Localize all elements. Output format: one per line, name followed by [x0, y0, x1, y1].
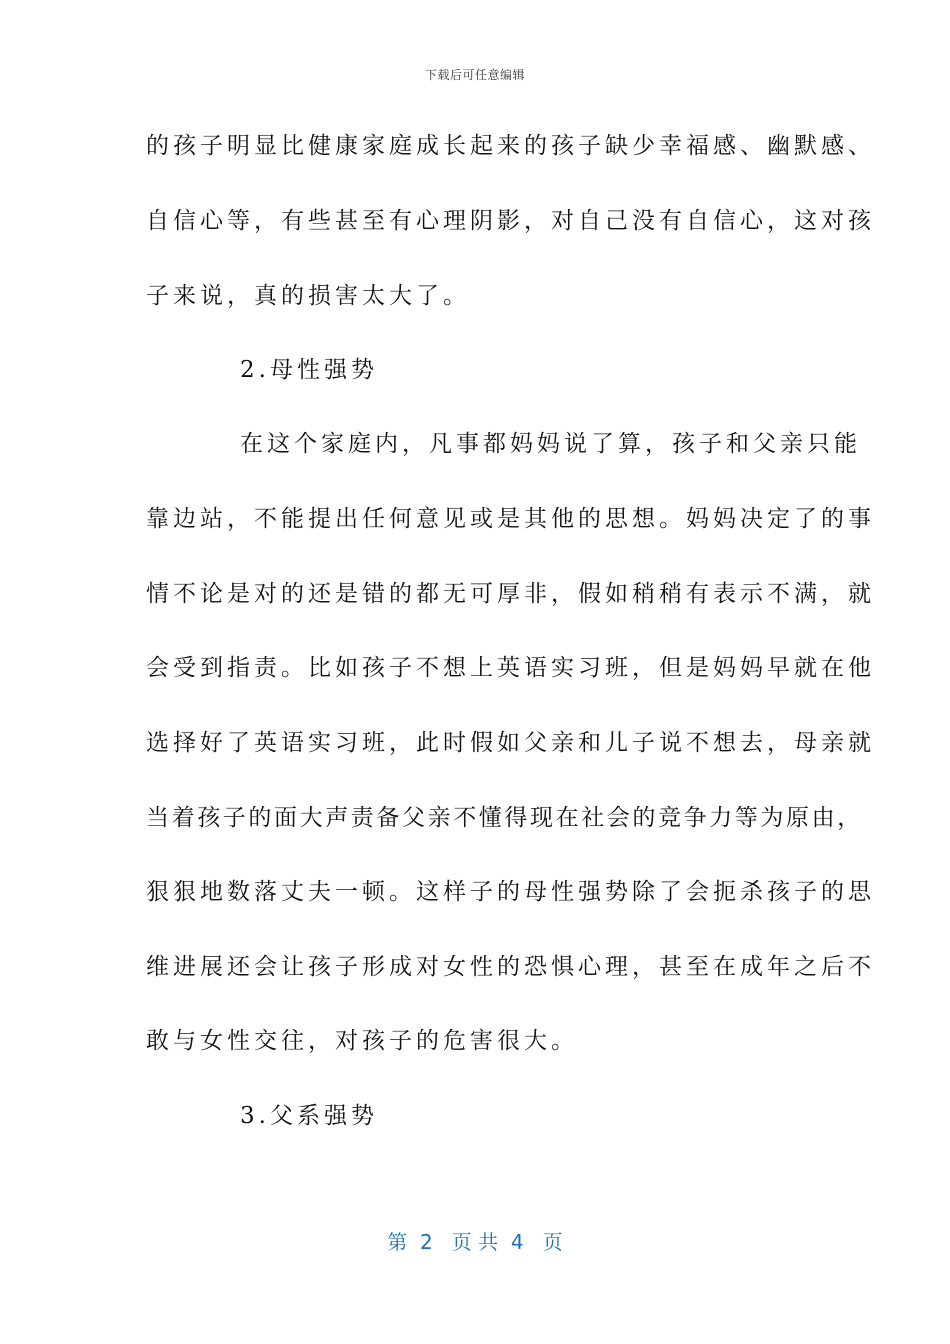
text-line: 情不论是对的还是错的都无可厚非，假如稍稍有表示不满，就	[146, 581, 875, 607]
text-line: 狠狠地数落丈夫一顿。这样子的母性强势除了会扼杀孩子的思	[146, 879, 875, 905]
section-heading: 2.母性强势	[240, 357, 378, 383]
page-header: 下载后可任意编辑	[424, 68, 525, 82]
text-line: 在这个家庭内，凡事都妈妈说了算，孩子和父亲只能	[240, 431, 861, 457]
text-line: 自信心等，有些甚至有心理阴影，对自己没有自信心，这对孩	[146, 208, 875, 234]
text-line: 的孩子明显比健康家庭成长起来的孩子缺少幸福感、幽默感、	[146, 133, 875, 159]
section-heading: 3.父系强势	[240, 1103, 378, 1129]
text-line: 敢与女性交往，对孩子的危害很大。	[146, 1028, 578, 1054]
text-line: 选择好了英语实习班，此时假如父亲和儿子说不想去，母亲就	[146, 730, 875, 756]
text-line: 维进展还会让孩子形成对女性的恐惧心理，甚至在成年之后不	[146, 954, 875, 980]
text-line: 会受到指责。比如孩子不想上英语实习班，但是妈妈早就在他	[146, 655, 875, 681]
text-line: 靠边站，不能提出任何意见或是其他的思想。妈妈决定了的事	[146, 506, 875, 532]
text-line: 子来说，真的损害太大了。	[146, 283, 470, 309]
text-line: 当着孩子的面大声责备父亲不懂得现在社会的竞争力等为原由，	[146, 805, 863, 831]
page-footer: 第 2 页 共 4 页	[387, 1230, 563, 1254]
